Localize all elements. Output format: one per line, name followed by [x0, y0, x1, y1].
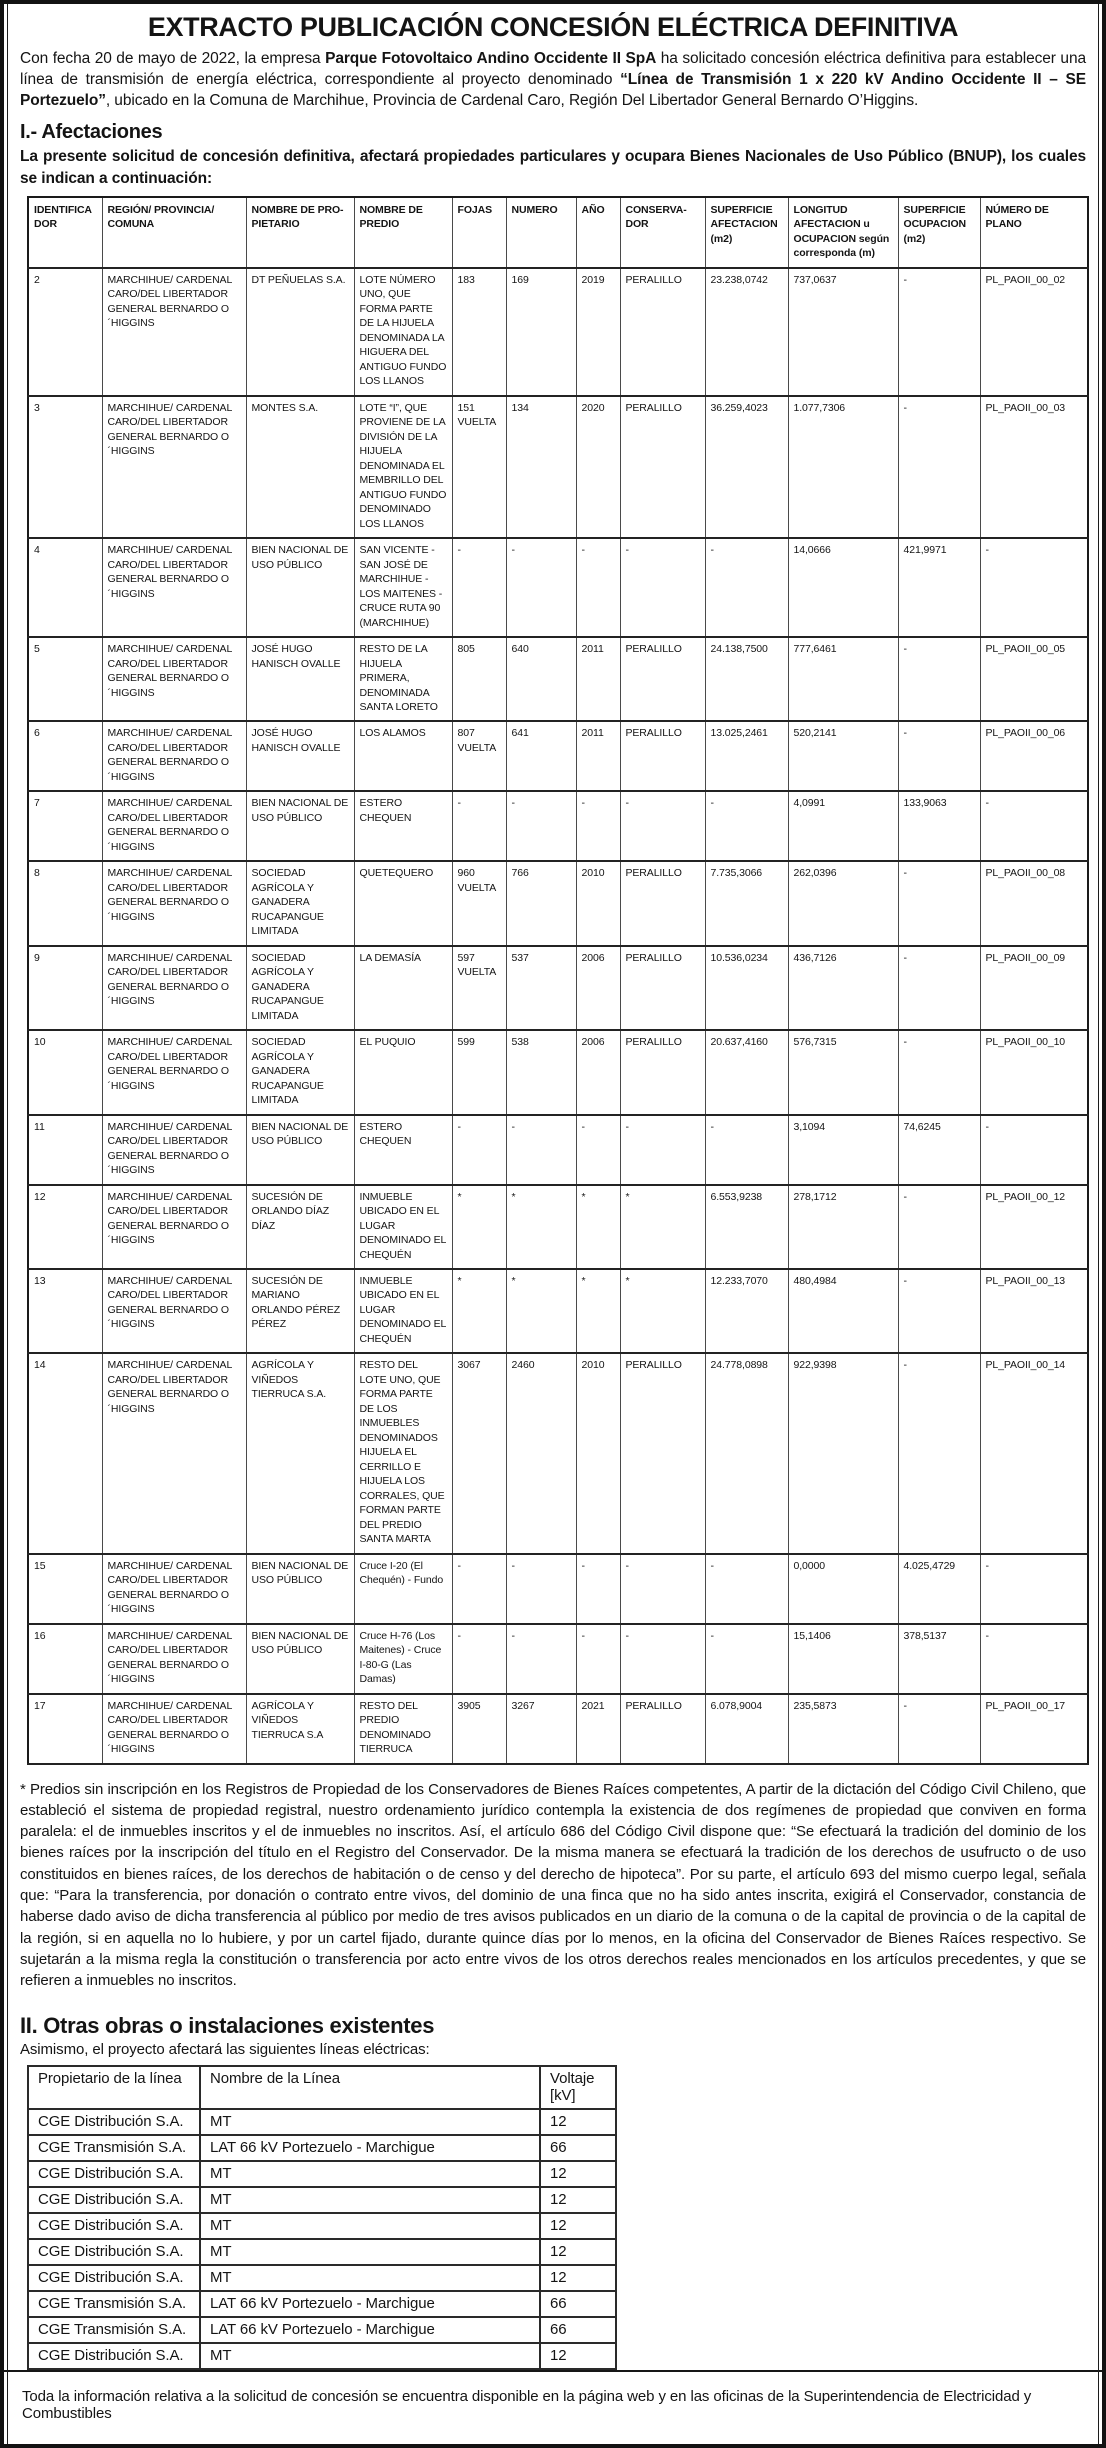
affectations-table-cell: 12.233,7070 — [705, 1269, 788, 1353]
affectations-table-cell: 2010 — [576, 1353, 620, 1553]
affectations-table-cell: 13 — [28, 1269, 102, 1353]
section2-paragraph: Asimismo, el proyecto afectará las siguientes líneas eléctricas: — [20, 2041, 430, 2059]
affectations-table-cell: 597 VUELTA — [452, 946, 506, 1030]
affectations-table-cell: - — [452, 1554, 506, 1624]
affectations-table-cell: SAN VICENTE - SAN JOSÉ DE MARCHIHUE - LOS MAITENES - CRUCE RUTA 90 (MARCHIHUE) — [354, 538, 452, 637]
affectations-table-cell: - — [506, 538, 576, 637]
affectations-table-cell: 2020 — [576, 396, 620, 538]
affectations-table-cell: - — [452, 1115, 506, 1185]
affectations-table-row — [28, 396, 1088, 538]
affectations-table-row — [28, 1624, 1088, 1694]
existing-lines-table-cell: 12 — [540, 2109, 616, 2135]
affectations-table-cell: - — [452, 1624, 506, 1694]
existing-lines-table-cell: CGE Distribución S.A. — [28, 2187, 200, 2213]
affectations-table-cell: * — [452, 1185, 506, 1269]
affectations-table-cell: 4 — [28, 538, 102, 637]
existing-lines-table-cell: LAT 66 kV Portezuelo - Marchigue — [200, 2291, 540, 2317]
affectations-table-header-cell: IDENTIFICADOR — [28, 197, 102, 268]
existing-lines-table-cell: CGE Distribución S.A. — [28, 2343, 200, 2369]
affectations-table-cell: EL PUQUIO — [354, 1030, 452, 1114]
affectations-table-cell: PL_PAOII_00_03 — [980, 396, 1088, 538]
affectations-table-cell: 737,0637 — [788, 268, 898, 396]
affectations-table-cell: 2006 — [576, 946, 620, 1030]
affectations-table-cell: 133,9063 — [898, 791, 980, 861]
affectations-table-cell: 15,1406 — [788, 1624, 898, 1694]
affectations-table-cell: MARCHIHUE/ CARDENAL CARO/DEL LIBERTADOR GENERAL BERNARDO O´HIGGINS — [102, 538, 246, 637]
affectations-table-cell: * — [506, 1185, 576, 1269]
affectations-table-cell: * — [452, 1269, 506, 1353]
affectations-table-cell: 2 — [28, 268, 102, 396]
affectations-table-cell: - — [705, 1554, 788, 1624]
existing-lines-table-cell: MT — [200, 2265, 540, 2291]
existing-lines-table-cell: CGE Transmisión S.A. — [28, 2291, 200, 2317]
affectations-table-row — [28, 791, 1088, 861]
affectations-table-cell: - — [898, 946, 980, 1030]
affectations-table-cell: PL_PAOII_00_13 — [980, 1269, 1088, 1353]
affectations-table-header-cell: NOMBRE DE PRO-PIETARIO — [246, 197, 354, 268]
affectations-table-cell: 9 — [28, 946, 102, 1030]
affectations-table-row — [28, 861, 1088, 945]
affectations-table-cell: MARCHIHUE/ CARDENAL CARO/DEL LIBERTADOR GENERAL BERNARDO O´HIGGINS — [102, 268, 246, 396]
existing-lines-table-cell: MT — [200, 2213, 540, 2239]
section1-paragraph: La presente solicitud de concesión definitiva, afectará propiedades particulares y ocupara Bienes Nacionales de Uso Público (BNUP), los cuales se indican a continuación: — [20, 148, 1086, 187]
affectations-table-cell: PL_PAOII_00_10 — [980, 1030, 1088, 1114]
affectations-table-cell: 169 — [506, 268, 576, 396]
intro-bold-text: Parque Fotovoltaico Andino Occidente II SpA — [325, 50, 657, 67]
affectations-table-cell: MARCHIHUE/ CARDENAL CARO/DEL LIBERTADOR GENERAL BERNARDO O´HIGGINS — [102, 861, 246, 945]
affectations-table-cell: 10 — [28, 1030, 102, 1114]
affectations-table-cell: MARCHIHUE/ CARDENAL CARO/DEL LIBERTADOR GENERAL BERNARDO O´HIGGINS — [102, 1353, 246, 1553]
affectations-table-cell: MARCHIHUE/ CARDENAL CARO/DEL LIBERTADOR GENERAL BERNARDO O´HIGGINS — [102, 1694, 246, 1764]
affectations-table-cell: 6.553,9238 — [705, 1185, 788, 1269]
affectations-table-cell: - — [705, 538, 788, 637]
affectations-table-cell: 12 — [28, 1185, 102, 1269]
existing-lines-table-row — [28, 2317, 616, 2343]
existing-lines-table-row — [28, 2291, 616, 2317]
affectations-table-cell: MARCHIHUE/ CARDENAL CARO/DEL LIBERTADOR GENERAL BERNARDO O´HIGGINS — [102, 637, 246, 721]
existing-lines-table-cell: MT — [200, 2161, 540, 2187]
affectations-table-cell: 278,1712 — [788, 1185, 898, 1269]
affectations-table-header-cell: NUMERO — [506, 197, 576, 268]
affectations-table-cell: PL_PAOII_00_02 — [980, 268, 1088, 396]
existing-lines-table-cell: 66 — [540, 2135, 616, 2161]
affectations-table-row — [28, 1694, 1088, 1764]
affectations-table-cell: - — [898, 1694, 980, 1764]
affectations-table-cell: - — [898, 268, 980, 396]
affectations-table-cell: PERALILLO — [620, 861, 705, 945]
affectations-table-cell: 24.778,0898 — [705, 1353, 788, 1553]
affectations-table-cell: Cruce I-20 (El Chequén) - Fundo — [354, 1554, 452, 1624]
affectations-table-cell: LOTE “I”, QUE PROVIENE DE LA DIVISIÓN DE LA HIJUELA DENOMINADA EL MEMBRILLO DEL ANTIGUO FUNDO DENOMINADO LOS LLANOS — [354, 396, 452, 538]
affectations-table-row — [28, 637, 1088, 721]
existing-lines-table-cell: CGE Distribución S.A. — [28, 2239, 200, 2265]
affectations-table-row — [28, 1269, 1088, 1353]
existing-lines-table-cell: CGE Distribución S.A. — [28, 2161, 200, 2187]
existing-lines-table-header-cell: Nombre de la Línea — [200, 2066, 540, 2109]
affectations-table-cell: - — [452, 791, 506, 861]
affectations-table-cell: INMUEBLE UBICADO EN EL LUGAR DENOMINADO EL CHEQUÉN — [354, 1269, 452, 1353]
section2-heading: II. Otras obras o instalaciones existentes — [20, 2013, 435, 2039]
affectations-table-cell: - — [452, 538, 506, 637]
affectations-table-cell: - — [620, 1554, 705, 1624]
affectations-table-cell: - — [576, 1554, 620, 1624]
existing-lines-table-row — [28, 2135, 616, 2161]
affectations-table-cell: ESTERO CHEQUEN — [354, 1115, 452, 1185]
affectations-table-row — [28, 538, 1088, 637]
existing-lines-table-cell: 12 — [540, 2343, 616, 2369]
existing-lines-table-cell: CGE Transmisión S.A. — [28, 2317, 200, 2343]
affectations-table-cell: LOS ALAMOS — [354, 721, 452, 791]
affectations-table-row — [28, 946, 1088, 1030]
affectations-table-header-cell: REGIÓN/ PROVINCIA/ COMUNA — [102, 197, 246, 268]
existing-lines-table-cell: MT — [200, 2109, 540, 2135]
affectations-table-cell: - — [506, 791, 576, 861]
affectations-table-cell: 960 VUELTA — [452, 861, 506, 945]
affectations-table-cell: 2011 — [576, 637, 620, 721]
affectations-table-cell: 805 — [452, 637, 506, 721]
affectations-table-cell: SUCESIÓN DE MARIANO ORLANDO PÉREZ PÉREZ — [246, 1269, 354, 1353]
affectations-table-cell: 2019 — [576, 268, 620, 396]
affectations-table-row — [28, 1185, 1088, 1269]
affectations-table-cell: - — [506, 1624, 576, 1694]
affectations-table-cell: - — [576, 538, 620, 637]
affectations-table-header-cell: NOMBRE DE PREDIO — [354, 197, 452, 268]
affectations-table-cell: 14,0666 — [788, 538, 898, 637]
affectations-table-cell: - — [980, 1554, 1088, 1624]
affectations-table-cell: LA DEMASÍA — [354, 946, 452, 1030]
existing-lines-table-header-cell: Propietario de la línea — [28, 2066, 200, 2109]
existing-lines-table-cell: MT — [200, 2239, 540, 2265]
affectations-table-cell: RESTO DEL LOTE UNO, QUE FORMA PARTE DE LOS INMUEBLES DENOMINADOS HIJUELA EL CERRILLO E HIJUELA LOS CORRALES, QUE FORMAN PARTE DEL PREDIO SANTA MARTA — [354, 1353, 452, 1553]
affectations-table-row — [28, 1353, 1088, 1553]
affectations-table-cell: MARCHIHUE/ CARDENAL CARO/DEL LIBERTADOR GENERAL BERNARDO O´HIGGINS — [102, 1115, 246, 1185]
affectations-table-cell: 641 — [506, 721, 576, 791]
affectations-table-cell: MARCHIHUE/ CARDENAL CARO/DEL LIBERTADOR GENERAL BERNARDO O´HIGGINS — [102, 1185, 246, 1269]
affectations-table-cell: MARCHIHUE/ CARDENAL CARO/DEL LIBERTADOR GENERAL BERNARDO O´HIGGINS — [102, 721, 246, 791]
affectations-table-cell: 7 — [28, 791, 102, 861]
affectations-table-cell: MARCHIHUE/ CARDENAL CARO/DEL LIBERTADOR GENERAL BERNARDO O´HIGGINS — [102, 791, 246, 861]
affectations-table-cell: PERALILLO — [620, 946, 705, 1030]
affectations-table-cell: QUETEQUERO — [354, 861, 452, 945]
existing-lines-table — [27, 2065, 617, 2370]
affectations-table-cell: 3 — [28, 396, 102, 538]
affectations-table-cell: - — [620, 1115, 705, 1185]
affectations-table-cell: 640 — [506, 637, 576, 721]
affectations-table-row — [28, 721, 1088, 791]
affectations-table-header-cell: AÑO — [576, 197, 620, 268]
affectations-table-cell: PL_PAOII_00_08 — [980, 861, 1088, 945]
affectations-table-cell: 36.259,4023 — [705, 396, 788, 538]
affectations-table-cell: - — [576, 1115, 620, 1185]
affectations-table-cell: - — [506, 1115, 576, 1185]
affectations-table-cell: MARCHIHUE/ CARDENAL CARO/DEL LIBERTADOR GENERAL BERNARDO O´HIGGINS — [102, 946, 246, 1030]
affectations-table-cell: 421,9971 — [898, 538, 980, 637]
affectations-table-header-cell: NÚMERO DE PLANO — [980, 197, 1088, 268]
affectations-table-cell: 538 — [506, 1030, 576, 1114]
affectations-table-cell: SUCESIÓN DE ORLANDO DÍAZ DÍAZ — [246, 1185, 354, 1269]
affectations-table-cell: 74,6245 — [898, 1115, 980, 1185]
affectations-table-header-cell: LONGITUD AFECTACION u OCUPACION según corresponda (m) — [788, 197, 898, 268]
existing-lines-table-cell: 12 — [540, 2161, 616, 2187]
affectations-table-cell: PERALILLO — [620, 1030, 705, 1114]
affectations-table-cell: 2460 — [506, 1353, 576, 1553]
existing-lines-table-cell: LAT 66 kV Portezuelo - Marchigue — [200, 2135, 540, 2161]
affectations-table-cell: - — [898, 637, 980, 721]
affectations-table-cell: RESTO DE LA HIJUELA PRIMERA, DENOMINADA SANTA LORETO — [354, 637, 452, 721]
affectations-table-cell: MARCHIHUE/ CARDENAL CARO/DEL LIBERTADOR GENERAL BERNARDO O´HIGGINS — [102, 1030, 246, 1114]
existing-lines-table-row — [28, 2239, 616, 2265]
existing-lines-table-row — [28, 2187, 616, 2213]
existing-lines-table-cell: CGE Distribución S.A. — [28, 2213, 200, 2239]
affectations-table-cell: 4.025,4729 — [898, 1554, 980, 1624]
existing-lines-table-row — [28, 2265, 616, 2291]
affectations-table-header-row — [28, 197, 1088, 268]
affectations-table-cell: - — [898, 1185, 980, 1269]
affectations-table-cell: - — [620, 791, 705, 861]
footer-note: Toda la información relativa a la solicitud de concesión se encuentra disponible en la página web y en las oficinas de la Superintendencia de Electricidad y Combustibles — [4, 2370, 1102, 2444]
affectations-table-cell: PERALILLO — [620, 721, 705, 791]
affectations-table-cell: PL_PAOII_00_09 — [980, 946, 1088, 1030]
affectations-table-cell: - — [705, 1115, 788, 1185]
affectations-table-cell: PERALILLO — [620, 396, 705, 538]
affectations-table-cell: 20.637,4160 — [705, 1030, 788, 1114]
affectations-table-cell: - — [980, 1624, 1088, 1694]
existing-lines-table-cell: 12 — [540, 2187, 616, 2213]
affectations-table-cell: - — [980, 791, 1088, 861]
affectations-table-cell: PL_PAOII_00_05 — [980, 637, 1088, 721]
affectations-table-cell: 766 — [506, 861, 576, 945]
affectations-table-cell: 14 — [28, 1353, 102, 1553]
intro-text: , ubicado en la Comuna de Marchihue, Provincia de Cardenal Caro, Región Del Libertador General Bernardo O’Higgins. — [105, 92, 919, 110]
affectations-table-cell: 6 — [28, 721, 102, 791]
affectations-table-cell: * — [620, 1185, 705, 1269]
affectations-table-cell: BIEN NACIONAL DE USO PÚBLICO — [246, 791, 354, 861]
affectations-table-cell: - — [980, 1115, 1088, 1185]
existing-lines-table-cell: CGE Distribución S.A. — [28, 2109, 200, 2135]
footnote-paragraph: * Predios sin inscripción en los Registros de Propiedad de los Conservadores de Bienes Raíces competentes, A partir de la dictación del Código Civil Chileno, que estableció el sistema de propiedad registral, nuestro ordenamiento jurídico contempla la existencia de dos regímenes de propiedad que conviven en forma paralela: el de inmuebles inscritos y el de inmuebles no inscritos. Así, el artículo 686 del Código Civil dispone que: “Se efectuará la tradición del dominio de los bienes raíces por la inscripción del título en el Registro del Conservador. De la misma manera se efectuará la tradición de los derechos de usufructo o de uso constituidos en bienes raíces, de los derechos de habitación o de censo y del derecho de hipoteca”. Por su parte, el artículo 693 del mismo cuerpo legal, señala que: “Para la transferencia, por donación o contrato entre vivos, del dominio de una finca que no ha sido antes inscrita, exigirá el Conservador, constancia de haberse dado aviso de dicha transferencia al público por medio de tres avisos publicados en un diario de la comuna o de la capital de provincia o de la capital de la región, si en aquella no lo hubiere, y por un cartel fijado, durante quince días por lo menos, en la oficina del Conservador de Bienes Raíces respectivo. Se sujetarán a la misma regla la constitución o transferencia por acto entre vivos de los otros derechos reales mencionados en los artículos precedentes, y que se refieren a inmuebles no inscritos. — [20, 1780, 1086, 1990]
affectations-table-cell: 16 — [28, 1624, 102, 1694]
affectations-table-cell: JOSÉ HUGO HANISCH OVALLE — [246, 637, 354, 721]
existing-lines-table-header-cell: Voltaje [kV] — [540, 2066, 616, 2109]
affectations-table-cell: 23.238,0742 — [705, 268, 788, 396]
affectations-table-header-cell: CONSERVA-DOR — [620, 197, 705, 268]
affectations-table-cell: 151 VUELTA — [452, 396, 506, 538]
affectations-table-row — [28, 1554, 1088, 1624]
existing-lines-table-row — [28, 2213, 616, 2239]
existing-lines-table-row — [28, 2109, 616, 2135]
affectations-table-cell: 2021 — [576, 1694, 620, 1764]
affectations-table — [27, 196, 1089, 1765]
affectations-table-cell: * — [620, 1269, 705, 1353]
existing-lines-table-row — [28, 2161, 616, 2187]
affectations-table-cell: 777,6461 — [788, 637, 898, 721]
existing-lines-table-cell: 12 — [540, 2265, 616, 2291]
document-title: EXTRACTO PUBLICACIÓN CONCESIÓN ELÉCTRICA DEFINITIVA — [147, 12, 959, 42]
affectations-table-cell: * — [576, 1269, 620, 1353]
affectations-table-cell: 235,5873 — [788, 1694, 898, 1764]
affectations-table-cell: - — [620, 1624, 705, 1694]
existing-lines-table-cell: MT — [200, 2343, 540, 2369]
affectations-table-cell: 5 — [28, 637, 102, 721]
affectations-table-row — [28, 1115, 1088, 1185]
affectations-table-cell: - — [898, 1353, 980, 1553]
affectations-table-cell: 15 — [28, 1554, 102, 1624]
affectations-table-cell: LOTE NÚMERO UNO, QUE FORMA PARTE DE LA HIJUELA DENOMINADA LA HIGUERA DEL ANTIGUO FUNDO LOS LLANOS — [354, 268, 452, 396]
affectations-table-cell: PERALILLO — [620, 637, 705, 721]
affectations-table-cell: PERALILLO — [620, 268, 705, 396]
affectations-table-cell: BIEN NACIONAL DE USO PÚBLICO — [246, 1115, 354, 1185]
affectations-table-cell: 17 — [28, 1694, 102, 1764]
affectations-table-cell: PL_PAOII_00_12 — [980, 1185, 1088, 1269]
affectations-table-cell: 3267 — [506, 1694, 576, 1764]
affectations-table-cell: 2011 — [576, 721, 620, 791]
affectations-table-cell: MARCHIHUE/ CARDENAL CARO/DEL LIBERTADOR GENERAL BERNARDO O´HIGGINS — [102, 396, 246, 538]
existing-lines-table-row — [28, 2343, 616, 2369]
affectations-table-cell: - — [898, 1030, 980, 1114]
affectations-table-cell: 24.138,7500 — [705, 637, 788, 721]
affectations-table-cell: - — [705, 1624, 788, 1694]
affectations-table-cell: PERALILLO — [620, 1353, 705, 1553]
affectations-table-cell: DT PEÑUELAS S.A. — [246, 268, 354, 396]
existing-lines-table-cell: MT — [200, 2187, 540, 2213]
affectations-table-cell: 2010 — [576, 861, 620, 945]
affectations-table-cell: MONTES S.A. — [246, 396, 354, 538]
affectations-table-cell: MARCHIHUE/ CARDENAL CARO/DEL LIBERTADOR GENERAL BERNARDO O´HIGGINS — [102, 1554, 246, 1624]
affectations-table-cell: - — [898, 396, 980, 538]
intro-text: Con fecha 20 de mayo de 2022, la empresa — [20, 50, 326, 67]
affectations-table-cell: MARCHIHUE/ CARDENAL CARO/DEL LIBERTADOR GENERAL BERNARDO O´HIGGINS — [102, 1624, 246, 1694]
affectations-table-header-cell: SUPERFICIE OCUPACION (m2) — [898, 197, 980, 268]
affectations-table-cell: 1.077,7306 — [788, 396, 898, 538]
affectations-table-header-cell: SUPERFICIE AFECTACION (m2) — [705, 197, 788, 268]
affectations-table-cell: 3905 — [452, 1694, 506, 1764]
affectations-table-cell: 183 — [452, 268, 506, 396]
existing-lines-table-cell: 12 — [540, 2213, 616, 2239]
affectations-table-cell: PL_PAOII_00_14 — [980, 1353, 1088, 1553]
affectations-table-cell: AGRÍCOLA Y VIÑEDOS TIERRUCA S.A — [246, 1694, 354, 1764]
affectations-table-cell: 807 VUELTA — [452, 721, 506, 791]
affectations-table-cell: * — [506, 1269, 576, 1353]
affectations-table-cell: PL_PAOII_00_06 — [980, 721, 1088, 791]
affectations-table-cell: 134 — [506, 396, 576, 538]
affectations-table-cell: 2006 — [576, 1030, 620, 1114]
affectations-table-cell: - — [620, 538, 705, 637]
affectations-table-cell: 436,7126 — [788, 946, 898, 1030]
affectations-table-cell: SOCIEDAD AGRÍCOLA Y GANADERA RUCAPANGUE LIMITADA — [246, 1030, 354, 1114]
affectations-table-cell: 520,2141 — [788, 721, 898, 791]
affectations-table-cell: - — [576, 791, 620, 861]
affectations-table-cell: BIEN NACIONAL DE USO PÚBLICO — [246, 1554, 354, 1624]
affectations-table-cell: BIEN NACIONAL DE USO PÚBLICO — [246, 538, 354, 637]
existing-lines-table-cell: 66 — [540, 2291, 616, 2317]
affectations-table-cell: 480,4984 — [788, 1269, 898, 1353]
affectations-table-cell: PERALILLO — [620, 1694, 705, 1764]
section1-heading: I.- Afectaciones — [20, 121, 163, 144]
affectations-table-row — [28, 268, 1088, 396]
affectations-table-cell: - — [576, 1624, 620, 1694]
existing-lines-table-header-row — [28, 2066, 616, 2109]
affectations-table-cell: 537 — [506, 946, 576, 1030]
affectations-table-cell: - — [898, 861, 980, 945]
affectations-table-cell: - — [705, 791, 788, 861]
affectations-table-cell: 7.735,3066 — [705, 861, 788, 945]
existing-lines-table-cell: CGE Distribución S.A. — [28, 2265, 200, 2291]
affectations-table-cell: - — [980, 538, 1088, 637]
affectations-table-cell: 4,0991 — [788, 791, 898, 861]
intro-paragraph — [20, 48, 1086, 111]
affectations-table-cell: - — [506, 1554, 576, 1624]
affectations-table-cell: 599 — [452, 1030, 506, 1114]
intro-bold-text: “Línea de Transmisión 1 x 220 kV Andino Occidente II – SE Portezuelo” — [20, 71, 1086, 110]
affectations-table-cell: PL_PAOII_00_17 — [980, 1694, 1088, 1764]
affectations-table-cell: 3,1094 — [788, 1115, 898, 1185]
affectations-table-cell: 8 — [28, 861, 102, 945]
affectations-table-cell: MARCHIHUE/ CARDENAL CARO/DEL LIBERTADOR GENERAL BERNARDO O´HIGGINS — [102, 1269, 246, 1353]
affectations-table-cell: INMUEBLE UBICADO EN EL LUGAR DENOMINADO EL CHEQUÉN — [354, 1185, 452, 1269]
affectations-table-cell: 576,7315 — [788, 1030, 898, 1114]
affectations-table-cell: 3067 — [452, 1353, 506, 1553]
existing-lines-table-cell: 12 — [540, 2239, 616, 2265]
affectations-table-cell: AGRÍCOLA Y VIÑEDOS TIERRUCA S.A. — [246, 1353, 354, 1553]
affectations-table-cell: 10.536,0234 — [705, 946, 788, 1030]
affectations-table-cell: 11 — [28, 1115, 102, 1185]
affectations-table-cell: SOCIEDAD AGRÍCOLA Y GANADERA RUCAPANGUE LIMITADA — [246, 861, 354, 945]
affectations-table-cell: ESTERO CHEQUEN — [354, 791, 452, 861]
existing-lines-table-cell: 66 — [540, 2317, 616, 2343]
affectations-table-header-cell: FOJAS — [452, 197, 506, 268]
affectations-table-cell: 378,5137 — [898, 1624, 980, 1694]
affectations-table-cell: BIEN NACIONAL DE USO PÚBLICO — [246, 1624, 354, 1694]
affectations-table-row — [28, 1030, 1088, 1114]
affectations-table-cell: 13.025,2461 — [705, 721, 788, 791]
affectations-table-cell: 262,0396 — [788, 861, 898, 945]
existing-lines-table-cell: CGE Transmisión S.A. — [28, 2135, 200, 2161]
affectations-table-cell: JOSÉ HUGO HANISCH OVALLE — [246, 721, 354, 791]
affectations-table-cell: SOCIEDAD AGRÍCOLA Y GANADERA RUCAPANGUE LIMITADA — [246, 946, 354, 1030]
affectations-table-cell: 922,9398 — [788, 1353, 898, 1553]
affectations-table-cell: RESTO DEL PREDIO DENOMINADO TIERRUCA — [354, 1694, 452, 1764]
intro-text: ha solicitado concesión eléctrica definitiva para establecer una línea de transmisión de energía eléctrica, correspondiente al proyecto denominado — [20, 50, 1086, 89]
affectations-table-cell: - — [898, 1269, 980, 1353]
affectations-table-cell: 0,0000 — [788, 1554, 898, 1624]
affectations-table-cell: 6.078,9004 — [705, 1694, 788, 1764]
existing-lines-table-cell: LAT 66 kV Portezuelo - Marchigue — [200, 2317, 540, 2343]
affectations-table-cell: * — [576, 1185, 620, 1269]
affectations-table-cell: Cruce H-76 (Los Maitenes) - Cruce I-80-G (Las Damas) — [354, 1624, 452, 1694]
affectations-table-cell: - — [898, 721, 980, 791]
